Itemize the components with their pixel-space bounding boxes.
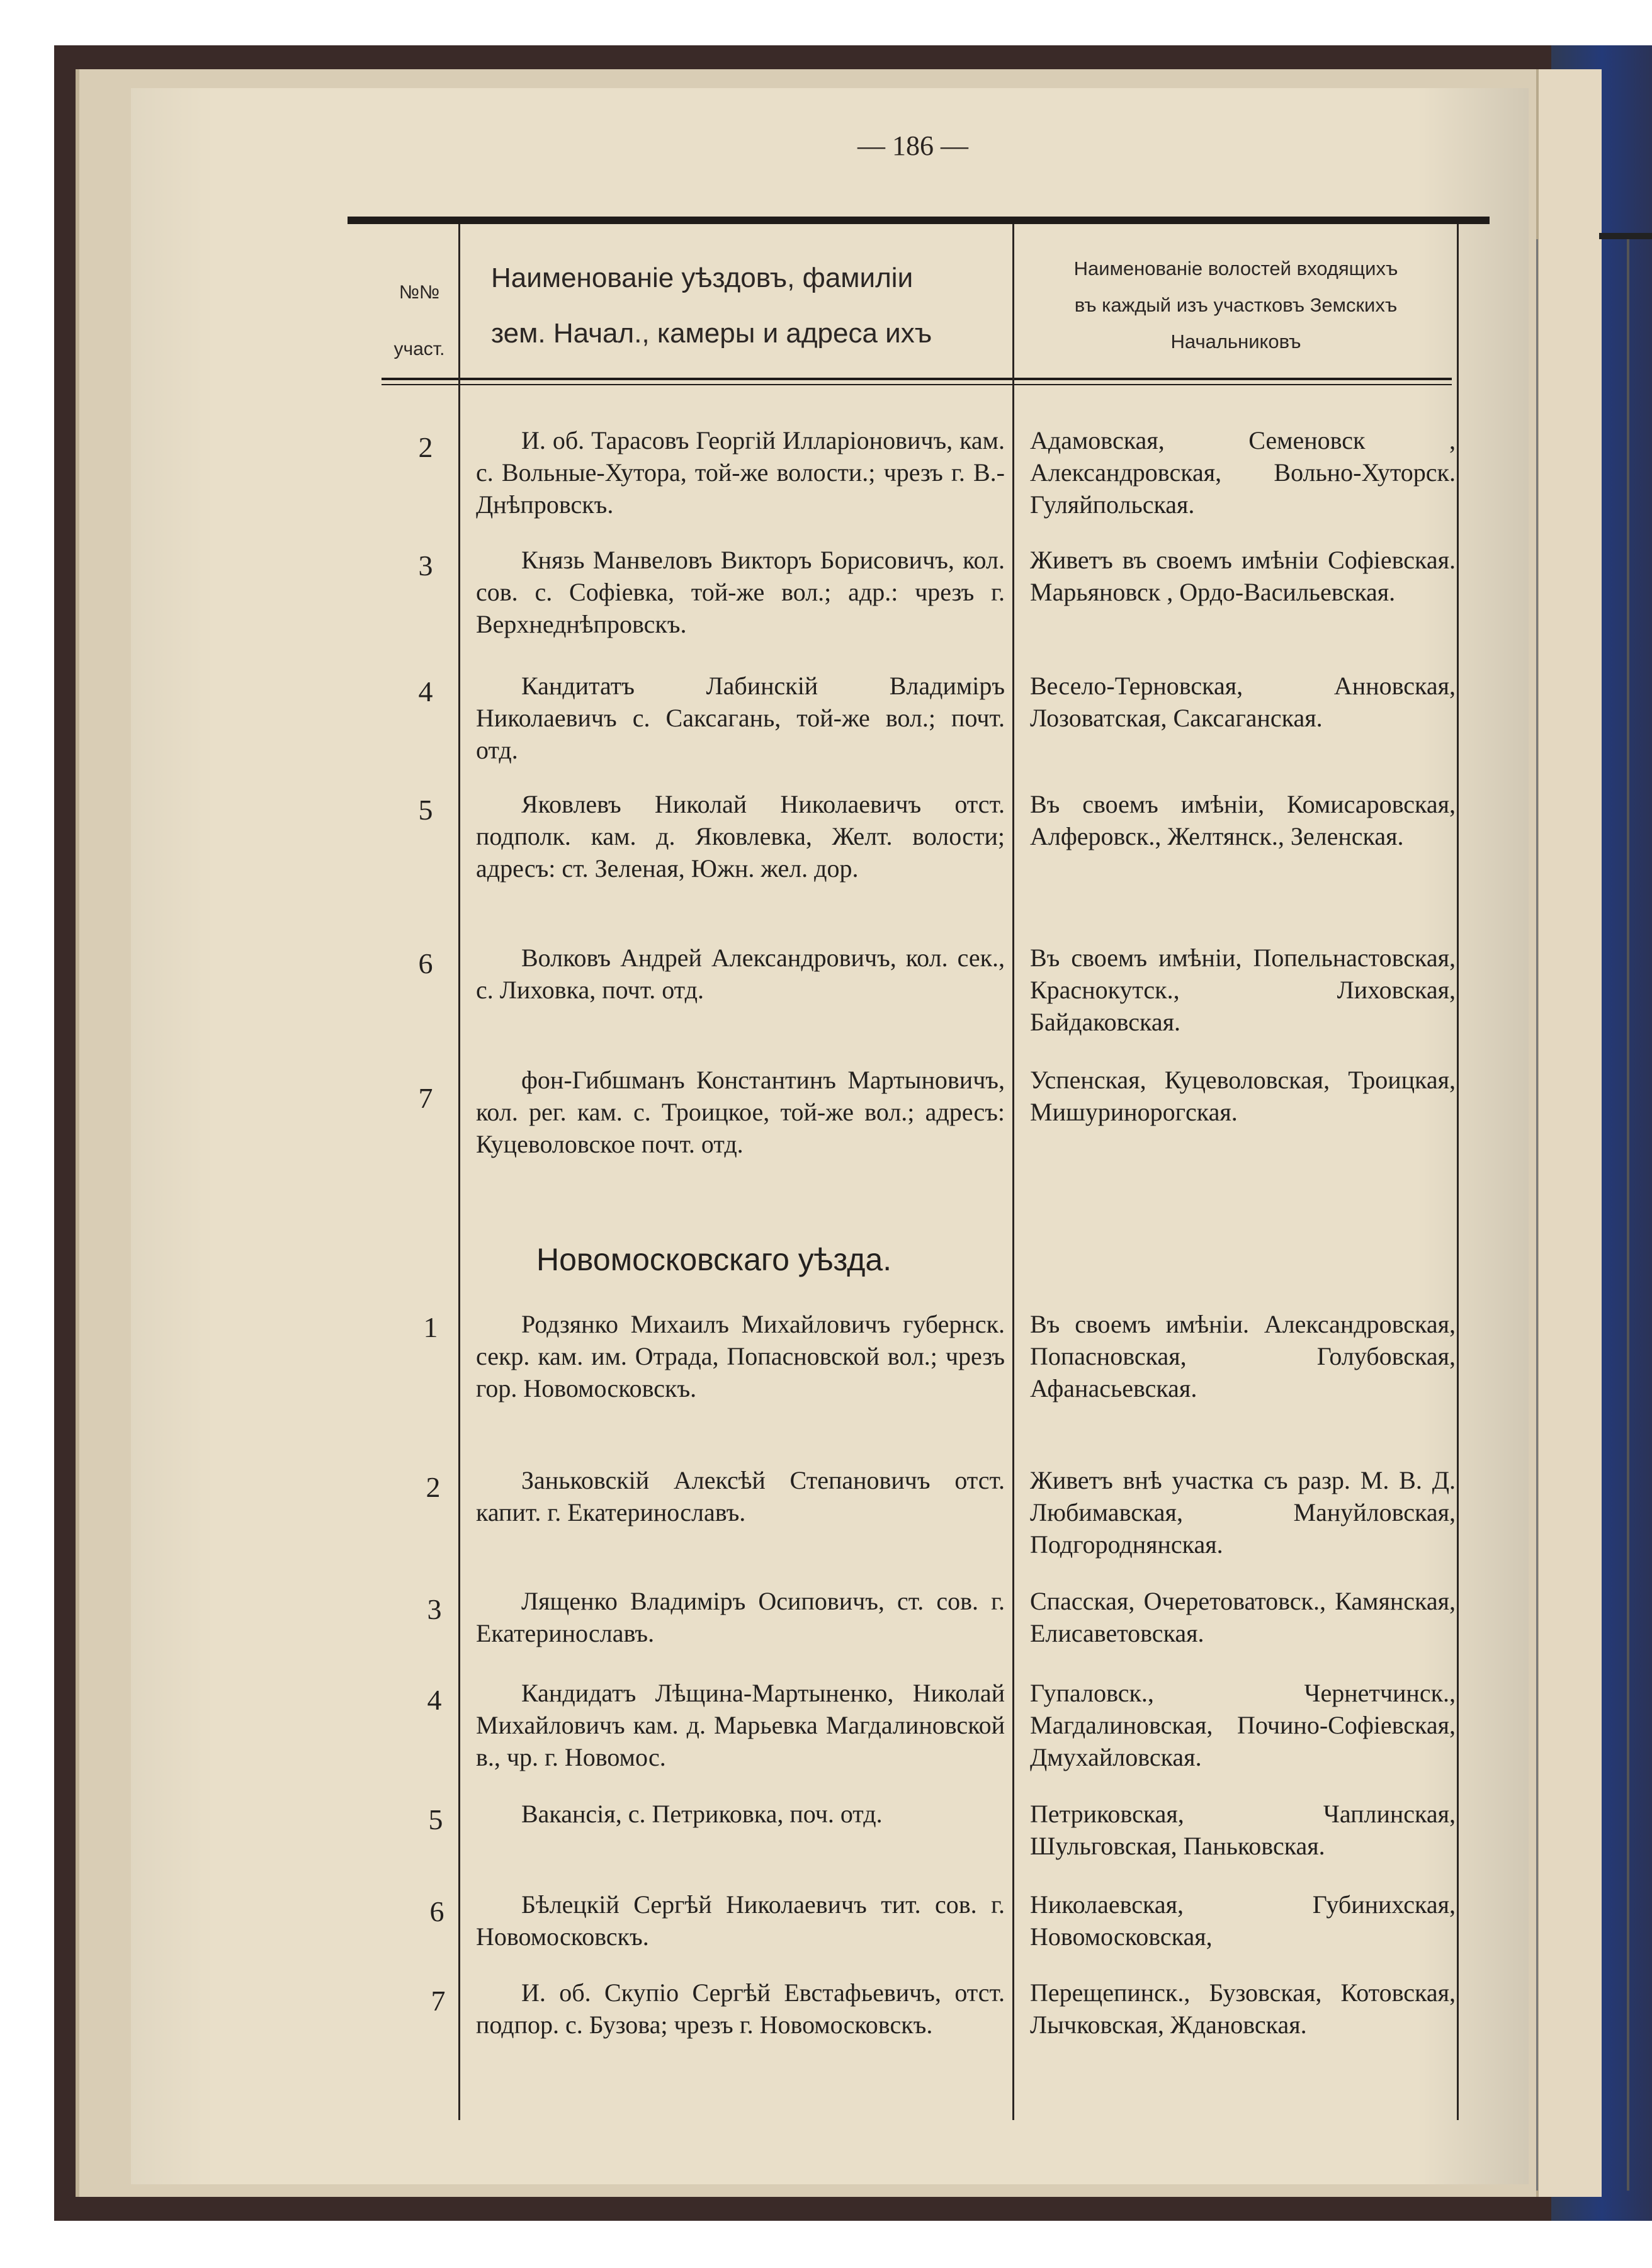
next-page-column-line [1627, 239, 1629, 2191]
official-entry: Кандитатъ Лабинскій Владиміръ Николаевичъ с. Саксагань, той-же вол.; почт. отд. [476, 672, 1005, 764]
header-name-line-1: Наименованіе уѣздовъ, фамиліи [491, 262, 914, 293]
header-number-column [382, 264, 457, 378]
page-fold-line [1536, 239, 1538, 2191]
official-entry: Лященко Владиміръ Осиповичъ, ст. сов. г. Екатеринославъ. [476, 1587, 1005, 1647]
official-entry: Заньковскій Алексѣй Степановичъ отст. капит. г. Екатеринославъ. [476, 1466, 1005, 1526]
volosts-entry: Живетъ внѣ участка съ разр. М. В. Д. Любимавская, Мануйловская, Подгороднянская. [1030, 1466, 1456, 1559]
official-entry: И. об. Тарасовъ Георгій Илларіоновичъ, кам. с. Вольные-Хутора, той-же волости.; чрезъ г. В.-Днѣпровскъ. [476, 426, 1005, 519]
official-entry: Кандидатъ Лѣщина-Мартыненко, Николай Михайловичъ кам. д. Марьевка Магдалиновской в., чр. г. Новомос. [476, 1679, 1005, 1771]
row-number: 6 [418, 947, 433, 979]
header-number-line-2: участ. [393, 339, 445, 359]
header-number-line-1: №№ [399, 282, 440, 303]
column-divider-2 [1012, 224, 1014, 2120]
official-entry: Волковъ Андрей Александровичъ, кол. сек., с. Лиховка, почт. отд. [476, 944, 1005, 1004]
table-header-rule [382, 378, 1452, 380]
next-page-edge [1536, 69, 1602, 2197]
section-title: Новомосковскаго уѣзда. [536, 1242, 892, 1277]
next-page-rule [1599, 233, 1652, 239]
row-number: 5 [418, 794, 433, 826]
header-volosts-column [1019, 251, 1453, 360]
header-volosts-line-1: Наименованіе волостей входящихъ [1073, 257, 1398, 279]
row-number: 3 [418, 550, 433, 582]
row-number: 7 [431, 1985, 446, 2017]
volosts-entry: Гупаловск., Чернетчинск., Магдалиновская, Почино-Софіевская, Дмухайловская. [1030, 1679, 1456, 1771]
table-header-rule-thin [382, 384, 1452, 385]
official-entry: Князь Манвеловъ Викторъ Борисовичъ, кол. сов. с. Софіевка, той-же вол.; адр.: чрезъ г. Верхнеднѣпровскъ. [476, 546, 1005, 638]
volosts-entry: Весело-Терновская, Анновская, Лозоватская, Саксаганская. [1030, 672, 1456, 732]
header-volosts-line-2: въ каждый изъ участковъ Земскихъ [1074, 294, 1398, 316]
row-number: 4 [427, 1684, 442, 1716]
row-number: 4 [418, 675, 433, 708]
header-name-line-2: зем. Начал., камеры и адреса ихъ [491, 318, 932, 349]
official-entry: Яковлевъ Николай Николаевичъ отст. подполк. кам. д. Яковлевка, Желт. волости; адресъ: ст. Зеленая, Южн. жел. дор. [476, 790, 1005, 883]
volosts-entry: Въ своемъ имѣніи, Комисаровская, Алферовск., Желтянск., Зеленская. [1030, 790, 1456, 850]
row-number: 2 [426, 1471, 441, 1503]
official-entry: фон-Гибшманъ Константинъ Мартыновичъ, кол. рег. кам. с. Троицкое, той-же вол.; адресъ: Куцеволовское почт. отд. [476, 1066, 1005, 1158]
header-name-column [491, 251, 1007, 361]
row-number: 3 [427, 1593, 442, 1625]
volosts-entry: Въ своемъ имѣніи, Попельнастовская, Краснокутск., Лиховская, Байдаковская. [1030, 944, 1456, 1036]
row-number: 6 [429, 1895, 444, 1927]
volosts-entry: Живетъ въ своемъ имѣніи Софіевская. Марьяновск , Ордо-Васильевская. [1030, 546, 1456, 606]
volosts-entry: Петриковская, Чаплинская, Шульговская, Паньковская. [1030, 1800, 1456, 1860]
volosts-entry: Николаевская, Губинихская, Новомосковская, [1030, 1890, 1456, 1951]
header-volosts-line-3: Начальниковъ [1170, 330, 1301, 353]
row-number: 2 [418, 431, 433, 463]
page-number: — 186 — [857, 130, 968, 161]
volosts-entry: Успенская, Куцеволовская, Троицкая, Мишуринорогская. [1030, 1066, 1456, 1126]
volosts-entry: Спасская, Очеретоватовск., Камянская, Елисаветовская. [1030, 1587, 1456, 1647]
official-entry: Бѣлецкій Сергѣй Николаевичъ тит. сов. г. Новомосковскъ. [476, 1890, 1005, 1951]
official-entry: Родзянко Михаилъ Михайловичъ губернск. секр. кам. им. Отрада, Попасновской вол.; чрезъ гор. Новомосковскъ. [476, 1310, 1005, 1402]
volosts-entry: Перещепинск., Бузовская, Котовская, Лычковская, Ждановская. [1030, 1978, 1456, 2039]
row-number: 1 [423, 1311, 438, 1343]
column-divider-3 [1457, 224, 1459, 2120]
table-top-rule [348, 217, 1490, 224]
volosts-entry: Въ своемъ имѣніи. Александровская, Попасновская, Голубовская, Афанасьевская. [1030, 1310, 1456, 1402]
official-entry: Вакансія, с. Петриковка, поч. отд. [521, 1800, 883, 1828]
official-entry: И. об. Скупіо Сергѣй Евстафьевичъ, отст. подпор. с. Бузова; чрезъ г. Новомосковскъ. [476, 1978, 1005, 2039]
volosts-entry: Адамовская, Семеновск , Александровская, Вольно-Хуторск. Гуляйпольская. [1030, 426, 1456, 519]
row-number: 5 [428, 1803, 443, 1836]
row-number: 7 [418, 1082, 433, 1114]
